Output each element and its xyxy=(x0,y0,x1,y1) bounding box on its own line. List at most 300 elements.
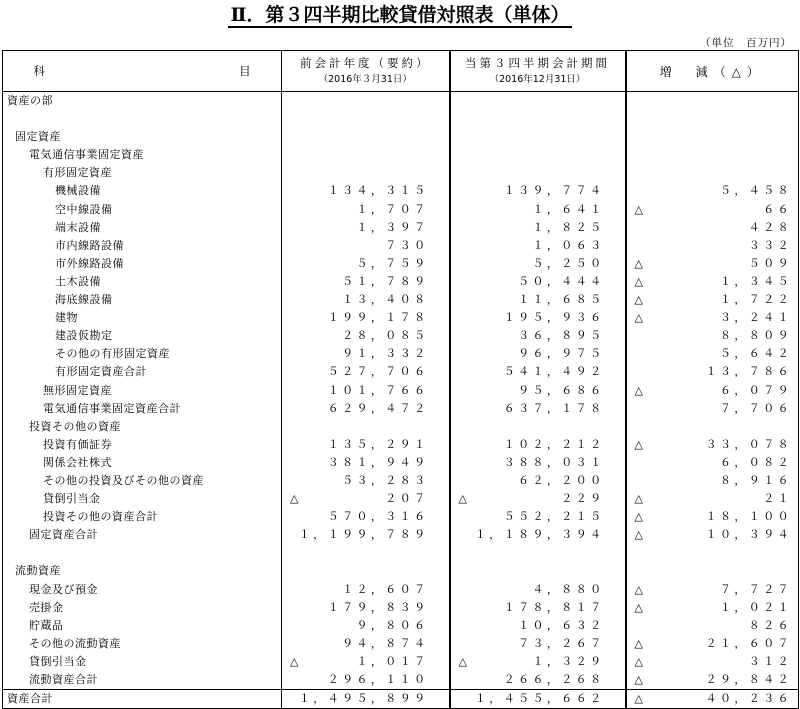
value-text: ６２９，４７２ xyxy=(327,401,429,415)
value-text: １，７２２ xyxy=(720,293,792,307)
value-text: ３１２ xyxy=(748,654,792,668)
value-text: ８，８０９ xyxy=(720,329,792,343)
prev-value-cell xyxy=(282,182,450,200)
curr-value-cell xyxy=(450,327,626,345)
value-text: １３９，７７４ xyxy=(503,184,605,198)
curr-value-cell xyxy=(450,110,626,128)
row-label xyxy=(3,363,282,381)
row-label-text: 貯蔵品 xyxy=(29,618,64,632)
prev-value-cell xyxy=(282,273,450,291)
row-label-text: 固定資産合計 xyxy=(29,528,98,542)
curr-value-cell xyxy=(450,454,626,472)
row-label-text: 端末設備 xyxy=(55,220,101,234)
negative-mark: △ xyxy=(458,492,467,506)
negative-mark: △ xyxy=(634,582,643,596)
row-label-text: 流動資産合計 xyxy=(29,673,98,686)
row-label xyxy=(3,128,282,146)
row-label-text: 市外線路設備 xyxy=(55,256,124,270)
table-row xyxy=(3,671,799,690)
row-label xyxy=(3,345,282,363)
prev-value-cell xyxy=(282,237,450,255)
value-text: ６６ xyxy=(763,202,792,216)
table-row xyxy=(3,327,799,345)
diff-value-cell xyxy=(626,418,799,436)
value-text: １，１９９，７８９ xyxy=(298,528,429,542)
row-label-text: 関係会社株式 xyxy=(43,455,112,469)
prev-value-cell xyxy=(282,526,450,544)
negative-mark: △ xyxy=(634,600,643,614)
row-label xyxy=(3,508,282,526)
row-label-text: その他の投資及びその他の資産 xyxy=(43,473,204,487)
negative-mark: △ xyxy=(634,202,643,216)
row-label xyxy=(3,617,282,635)
diff-value-cell xyxy=(626,526,799,544)
row-label xyxy=(3,92,282,111)
row-label-text: 投資有価証券 xyxy=(43,437,112,451)
row-label xyxy=(3,400,282,418)
row-label-text: 無形固定資産 xyxy=(43,383,112,397)
row-label xyxy=(3,182,282,200)
row-label xyxy=(3,164,282,182)
table-row xyxy=(3,164,799,182)
row-label-text: 資産合計 xyxy=(7,692,53,706)
value-text: ２８，０８５ xyxy=(342,329,429,343)
value-text: ５３，２８３ xyxy=(342,473,429,487)
negative-mark: △ xyxy=(634,673,643,686)
diff-value-cell xyxy=(626,490,799,508)
table-row xyxy=(3,237,799,255)
table-row xyxy=(3,490,799,508)
prev-value-cell xyxy=(282,690,450,709)
table-row xyxy=(3,418,799,436)
curr-value-cell xyxy=(450,400,626,418)
prev-value-cell xyxy=(282,671,450,690)
curr-value-cell xyxy=(450,653,626,671)
value-text: １８，１００ xyxy=(705,510,792,524)
curr-value-cell xyxy=(450,472,626,490)
value-text: １０２，２１２ xyxy=(503,437,605,451)
row-label-text: 投資その他の資産 xyxy=(29,419,121,433)
curr-value-cell xyxy=(450,164,626,182)
value-text: ６３７，１７８ xyxy=(503,401,605,415)
curr-value-cell xyxy=(450,690,626,709)
row-label xyxy=(3,418,282,436)
value-text: ４０，２３６ xyxy=(705,692,792,706)
table-row xyxy=(3,508,799,526)
row-label xyxy=(3,291,282,309)
row-label-text: 有形固定資産 xyxy=(43,166,112,180)
diff-value-cell xyxy=(626,454,799,472)
value-text: １０，６３２ xyxy=(518,618,605,632)
value-text: １，８２５ xyxy=(532,220,605,234)
prev-value-cell xyxy=(282,128,450,146)
value-text: ８２６ xyxy=(748,618,792,632)
prev-value-cell xyxy=(282,436,450,454)
diff-value-cell xyxy=(626,635,799,653)
row-label-text: 電気通信事業固定資産 xyxy=(29,148,144,162)
curr-period-label: 当第３四半期会計期間 xyxy=(465,56,610,70)
value-text: ３３２ xyxy=(748,238,792,252)
prev-value-cell xyxy=(282,454,450,472)
value-text: １，３９７ xyxy=(356,220,429,234)
subject-header-right: 目 xyxy=(239,64,251,78)
value-text: ２０７ xyxy=(385,492,429,506)
diff-value-cell xyxy=(626,128,799,146)
prev-value-cell xyxy=(282,291,450,309)
diff-value-cell xyxy=(626,671,799,690)
value-text: ６２，２００ xyxy=(518,473,605,487)
diff-value-cell xyxy=(626,255,799,273)
diff-value-cell xyxy=(626,146,799,164)
value-text: ３６，８９５ xyxy=(518,329,605,343)
curr-value-cell xyxy=(450,291,626,309)
prev-value-cell xyxy=(282,617,450,635)
curr-value-cell xyxy=(450,309,626,327)
curr-value-cell xyxy=(450,635,626,653)
prev-value-cell xyxy=(282,363,450,381)
value-text: １３４，３１５ xyxy=(327,184,429,198)
row-label-text: 貸倒引当金 xyxy=(29,654,87,668)
page-title xyxy=(0,3,800,27)
table-row xyxy=(3,146,799,164)
value-text: ６，０７９ xyxy=(720,383,792,397)
row-label xyxy=(3,273,282,291)
curr-value-cell xyxy=(450,363,626,381)
row-label xyxy=(3,327,282,345)
table-row xyxy=(3,690,799,709)
subject-header xyxy=(3,51,282,92)
curr-value-cell xyxy=(450,418,626,436)
row-label-text: 建設仮勘定 xyxy=(55,329,113,343)
negative-mark: △ xyxy=(634,528,643,542)
value-text: １２，６０７ xyxy=(342,582,429,596)
curr-value-cell xyxy=(450,544,626,562)
curr-value-cell xyxy=(450,146,626,164)
curr-value-cell xyxy=(450,526,626,544)
value-text: ５７０，３１６ xyxy=(327,510,429,524)
negative-mark: △ xyxy=(458,654,467,668)
table-row xyxy=(3,436,799,454)
curr-value-cell xyxy=(450,128,626,146)
table-row xyxy=(3,273,799,291)
value-text: １０１，７６６ xyxy=(327,383,429,397)
value-text: ２１，６０７ xyxy=(705,636,792,650)
value-text: ５，７５９ xyxy=(356,256,429,270)
diff-value-cell xyxy=(626,110,799,128)
row-label-text: 流動資産 xyxy=(15,564,61,578)
value-text: １，１８９，３９４ xyxy=(474,528,605,542)
value-text: ５５２，２１５ xyxy=(503,510,605,524)
prev-value-cell xyxy=(282,164,450,182)
diff-value-cell xyxy=(626,219,799,237)
row-label-text: 売掛金 xyxy=(29,600,64,614)
value-text: １，０１７ xyxy=(356,654,429,668)
table-row xyxy=(3,382,799,400)
value-text: ５０９ xyxy=(748,256,792,270)
value-text: ７３，２６７ xyxy=(518,636,605,650)
prev-value-cell xyxy=(282,219,450,237)
table-row xyxy=(3,599,799,617)
diff-value-cell xyxy=(626,400,799,418)
negative-mark: △ xyxy=(634,437,643,451)
curr-value-cell xyxy=(450,255,626,273)
value-text: １，０２１ xyxy=(720,600,792,614)
negative-mark: △ xyxy=(634,492,643,506)
value-text: １，３２９ xyxy=(532,654,605,668)
curr-value-cell xyxy=(450,237,626,255)
curr-period-date: （2016年12月31日） xyxy=(489,74,586,85)
value-text: ３８８，０３１ xyxy=(503,455,605,469)
table-row xyxy=(3,454,799,472)
negative-mark: △ xyxy=(634,510,643,524)
value-text: ３８１，９４９ xyxy=(327,455,429,469)
row-label xyxy=(3,671,282,690)
table-body xyxy=(3,92,799,709)
table-row xyxy=(3,635,799,653)
value-text: １，６４１ xyxy=(532,202,605,216)
value-text: ９４，８７４ xyxy=(342,636,429,650)
negative-mark: △ xyxy=(634,383,643,397)
curr-value-cell xyxy=(450,273,626,291)
diff-value-cell xyxy=(626,508,799,526)
negative-mark: △ xyxy=(634,311,643,325)
curr-value-cell xyxy=(450,508,626,526)
value-text: １，４９５，８９９ xyxy=(298,692,429,706)
table-row xyxy=(3,92,799,111)
prev-value-cell xyxy=(282,599,450,617)
row-label-text: 空中線設備 xyxy=(55,202,113,216)
curr-value-cell xyxy=(450,617,626,635)
diff-value-cell xyxy=(626,436,799,454)
table-row xyxy=(3,128,799,146)
value-text: ５４１，４９２ xyxy=(503,365,605,379)
row-label-text: 建物 xyxy=(55,311,78,325)
diff-value-cell xyxy=(626,309,799,327)
value-text: １０，３９４ xyxy=(705,528,792,542)
table-row xyxy=(3,617,799,635)
table-row xyxy=(3,291,799,309)
curr-value-cell xyxy=(450,382,626,400)
diff-value-cell xyxy=(626,562,799,580)
balance-sheet-table xyxy=(2,50,799,709)
row-label xyxy=(3,635,282,653)
row-label-text: その他の流動資産 xyxy=(29,636,121,650)
curr-value-cell xyxy=(450,92,626,111)
row-label xyxy=(3,110,282,128)
diff-value-cell xyxy=(626,327,799,345)
row-label-text: 電気通信事業固定資産合計 xyxy=(43,401,181,415)
row-label xyxy=(3,219,282,237)
row-label xyxy=(3,382,282,400)
negative-mark: △ xyxy=(634,636,643,650)
curr-value-cell xyxy=(450,345,626,363)
diff-value-cell xyxy=(626,363,799,381)
prev-value-cell xyxy=(282,400,450,418)
table-row xyxy=(3,110,799,128)
prev-value-cell xyxy=(282,92,450,111)
row-label xyxy=(3,309,282,327)
value-text: ９，８０６ xyxy=(356,618,429,632)
table-row xyxy=(3,309,799,327)
value-text: ５１，７８９ xyxy=(342,274,429,288)
row-label xyxy=(3,599,282,617)
table-row xyxy=(3,255,799,273)
row-label xyxy=(3,237,282,255)
diff-value-cell xyxy=(626,237,799,255)
table-row xyxy=(3,400,799,418)
prev-value-cell xyxy=(282,508,450,526)
diff-header: 増 減（△） xyxy=(626,51,799,92)
row-label xyxy=(3,581,282,599)
row-label xyxy=(3,544,282,562)
prev-value-cell xyxy=(282,327,450,345)
value-text: １３，４０８ xyxy=(342,293,429,307)
row-label-text: 投資その他の資産合計 xyxy=(43,510,158,524)
row-label-text: 貸倒引当金 xyxy=(43,492,101,506)
value-text: １３，７８６ xyxy=(705,365,792,379)
value-text: １７９，８３９ xyxy=(327,600,429,614)
value-text: ２１ xyxy=(763,492,792,506)
prev-period-date: （2016年３月31日） xyxy=(318,74,412,85)
negative-mark: △ xyxy=(290,654,299,668)
prev-period-label: 前会計年度（要約） xyxy=(300,56,431,70)
row-label-text: 資産の部 xyxy=(7,94,53,107)
value-text: ４２８ xyxy=(748,220,792,234)
table-row xyxy=(3,182,799,200)
row-label-text: 有形固定資産合計 xyxy=(55,365,147,379)
prev-value-cell xyxy=(282,472,450,490)
value-text: ７，７０６ xyxy=(720,401,792,415)
row-label-text: 固定資産 xyxy=(15,130,61,144)
value-text: ２６６，２６８ xyxy=(503,673,605,686)
diff-value-cell xyxy=(626,617,799,635)
diff-value-cell xyxy=(626,273,799,291)
row-label xyxy=(3,690,282,709)
prev-value-cell xyxy=(282,146,450,164)
negative-mark: △ xyxy=(634,274,643,288)
value-text: １９９，１７８ xyxy=(327,311,429,325)
row-label-text: その他の有形固定資産 xyxy=(55,347,170,361)
table-row xyxy=(3,581,799,599)
value-text: １９５，９３６ xyxy=(503,311,605,325)
diff-value-cell xyxy=(626,382,799,400)
value-text: １１，６８５ xyxy=(518,293,605,307)
prev-value-cell xyxy=(282,581,450,599)
value-text: ７３０ xyxy=(385,238,429,252)
prev-period-header xyxy=(282,51,450,92)
prev-value-cell xyxy=(282,418,450,436)
row-label-text: 海底線設備 xyxy=(55,293,113,307)
diff-value-cell xyxy=(626,291,799,309)
row-label-text: 土木設備 xyxy=(55,274,101,288)
row-label xyxy=(3,653,282,671)
table-row xyxy=(3,544,799,562)
table-row xyxy=(3,219,799,237)
value-text: １，７０７ xyxy=(356,202,429,216)
row-label xyxy=(3,201,282,219)
row-label xyxy=(3,526,282,544)
value-text: ５，４５８ xyxy=(720,184,792,198)
table-row xyxy=(3,653,799,671)
value-text: ８，９１６ xyxy=(720,473,792,487)
value-text: １，３４５ xyxy=(720,274,792,288)
table-row xyxy=(3,526,799,544)
value-text: ５２７，７０６ xyxy=(327,365,429,379)
diff-value-cell xyxy=(626,182,799,200)
diff-value-cell xyxy=(626,472,799,490)
row-label-text: 機械設備 xyxy=(55,184,101,198)
row-label xyxy=(3,454,282,472)
value-text: ９６，９７５ xyxy=(518,347,605,361)
row-label xyxy=(3,562,282,580)
unit-note: （単位 百万円） xyxy=(700,37,792,49)
prev-value-cell xyxy=(282,544,450,562)
prev-value-cell xyxy=(282,562,450,580)
diff-value-cell xyxy=(626,581,799,599)
diff-value-cell xyxy=(626,690,799,709)
page-title-text: Ⅱ．第３四半期比較貸借対照表（単体） xyxy=(230,4,570,26)
value-text: １７８，８１７ xyxy=(503,600,605,614)
diff-value-cell xyxy=(626,164,799,182)
value-text: ９５，６８６ xyxy=(518,383,605,397)
value-text: ５，６４２ xyxy=(720,347,792,361)
value-text: ７，７２７ xyxy=(720,582,792,596)
prev-value-cell xyxy=(282,490,450,508)
value-text: ２９６，１１０ xyxy=(327,673,429,686)
negative-mark: △ xyxy=(634,654,643,668)
diff-value-cell xyxy=(626,599,799,617)
table-row xyxy=(3,562,799,580)
prev-value-cell xyxy=(282,110,450,128)
row-label xyxy=(3,255,282,273)
curr-value-cell xyxy=(450,436,626,454)
prev-value-cell xyxy=(282,255,450,273)
value-text: ３３，０７８ xyxy=(705,437,792,451)
prev-value-cell xyxy=(282,309,450,327)
curr-value-cell xyxy=(450,219,626,237)
negative-mark: △ xyxy=(634,293,643,307)
subject-header-left: 科 xyxy=(33,64,45,78)
row-label-text: 市内線路設備 xyxy=(55,238,124,252)
diff-value-cell xyxy=(626,653,799,671)
negative-mark: △ xyxy=(290,492,299,506)
curr-value-cell xyxy=(450,201,626,219)
curr-value-cell xyxy=(450,599,626,617)
value-text: ２２９ xyxy=(561,492,605,506)
table-row xyxy=(3,363,799,381)
diff-value-cell xyxy=(626,92,799,111)
value-text: １３５，２９１ xyxy=(327,437,429,451)
prev-value-cell xyxy=(282,345,450,363)
curr-period-header xyxy=(450,51,626,92)
value-text: ３，２４１ xyxy=(720,311,792,325)
negative-mark: △ xyxy=(634,256,643,270)
curr-value-cell xyxy=(450,581,626,599)
row-label xyxy=(3,436,282,454)
curr-value-cell xyxy=(450,490,626,508)
value-text: ２９，８４２ xyxy=(705,673,792,686)
prev-value-cell xyxy=(282,201,450,219)
value-text: ５，２５０ xyxy=(532,256,605,270)
table-row xyxy=(3,345,799,363)
curr-value-cell xyxy=(450,562,626,580)
diff-value-cell xyxy=(626,345,799,363)
diff-value-cell xyxy=(626,544,799,562)
value-text: ６，０８２ xyxy=(720,455,792,469)
prev-value-cell xyxy=(282,382,450,400)
row-label xyxy=(3,472,282,490)
row-label xyxy=(3,490,282,508)
